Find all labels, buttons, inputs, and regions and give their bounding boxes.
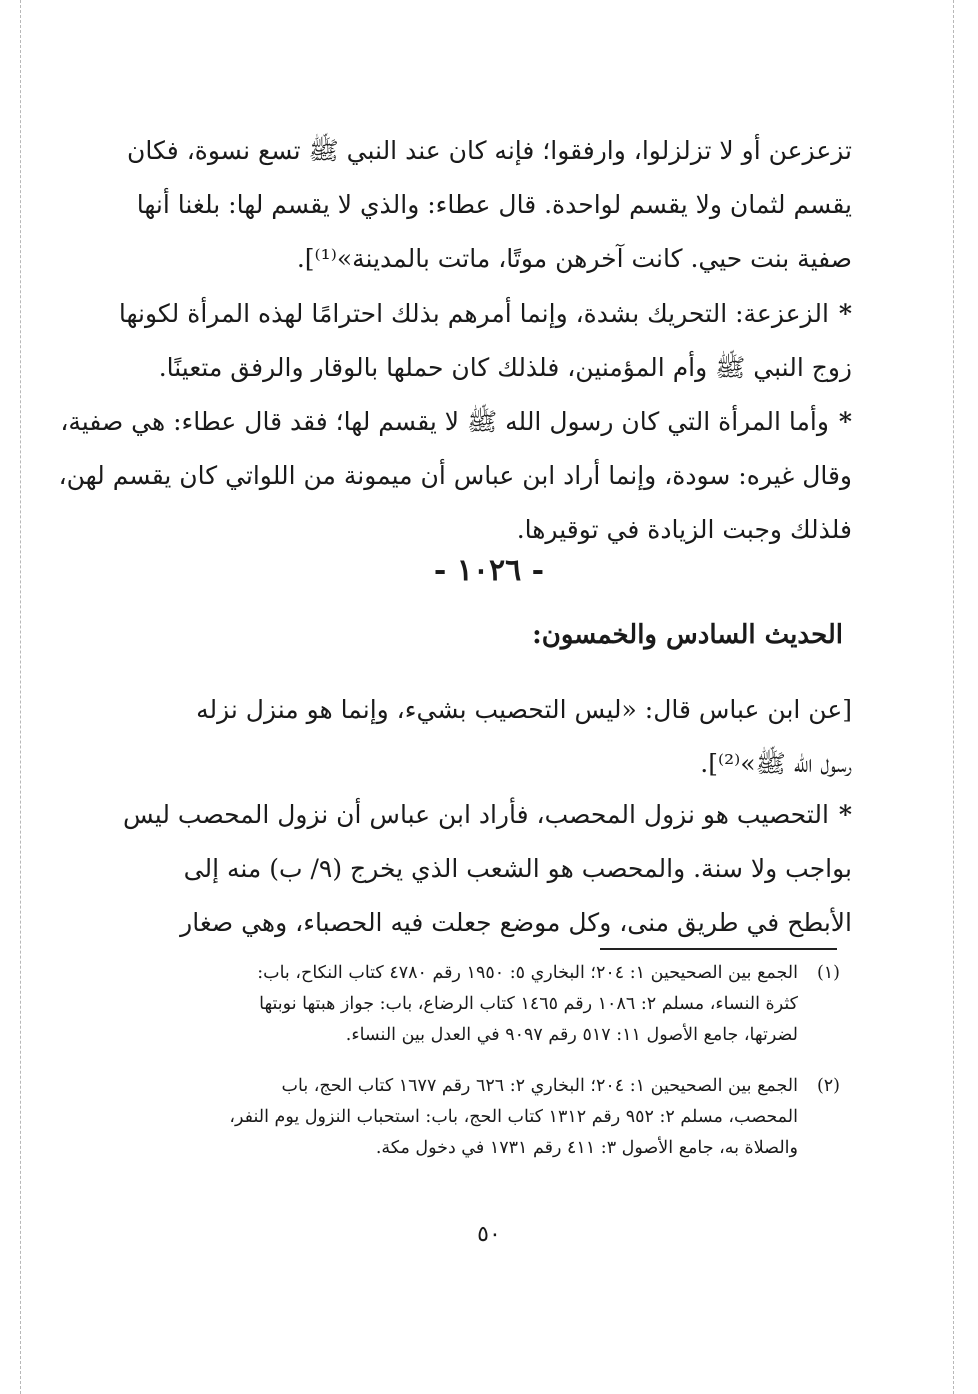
text-line: زوج النبي ﷺ وأم المؤمنين، فلذلك كان حملها بالوقار والرفق متعينًا. (158, 353, 852, 382)
text-segment: وأما المرأة التي كان رسول الله ﷺ لا يقسم لها؛ فقد قال عطاء: هي صفية، (60, 407, 829, 436)
commentary-paragraph (118, 287, 852, 395)
text-line: [عن ابن عباس قال: «ليس التحصيب بشيء، وإنما هو منزل نزله (196, 695, 852, 724)
text-segment: الزعزعة: التحريك بشدة، وإنما أمرهم بذلك احترامًا لهذه المرأة لكونها (118, 299, 829, 328)
footnote-separator (600, 948, 837, 950)
text-line (122, 788, 852, 842)
section-heading: الحديث السادس والخمسون: (532, 620, 843, 650)
footnote-number: (١) (816, 963, 840, 983)
text-line: والصلاة به، جامع الأصول ٣: ٤١١ رقم ١٧٣١ في دخول مكة. (375, 1138, 798, 1158)
text-line: الجمع بين الصحيحين ١: ٢٠٤؛ البخاري ٥: ١٩٥٠ رقم ٤٧٨٠ كتاب النكاح، باب: (257, 963, 798, 983)
text-line (118, 287, 852, 341)
text-line: الأبطح في طريق منى، وكل موضع جعلت فيه الحصباء، وهي صغار (180, 908, 852, 937)
asterisk-marker: * (838, 800, 852, 829)
text-line: لضرتها، جامع الأصول ١١: ٥١٧ رقم ٩٠٩٧ في العدل بين النساء. (345, 1025, 798, 1045)
asterisk-marker: * (838, 299, 852, 328)
footnote-body (140, 1071, 798, 1164)
text-line: فلذلك وجبت الزيادة في توقيرها. (516, 515, 852, 544)
footnote (140, 1071, 840, 1164)
scan-edge-left (20, 0, 21, 1394)
text-line: صفية بنت حيي. كانت آخرهن موتًا، ماتت بالمدينة»⁽¹⁾]. (296, 244, 852, 273)
asterisk-marker: * (838, 407, 852, 436)
text-line: بواجب ولا سنة. والمحصب هو الشعب الذي يخرج (٩/ ب) منه إلى (183, 854, 852, 883)
text-line (60, 395, 852, 449)
commentary-paragraph (58, 395, 852, 557)
hadith-number: - ١٠٢٦ - (433, 553, 545, 588)
hadith-text (140, 683, 852, 791)
commentary-paragraph (122, 788, 852, 950)
text-line: الجمع بين الصحيحين ١: ٢٠٤؛ البخاري ٢: ٦٢٦ رقم ١٦٧٧ كتاب الحج، باب (281, 1076, 798, 1096)
text-line: كثرة النساء، مسلم ٢: ١٠٨٦ رقم ١٤٦٥ كتاب الرضاع، باب: جواز هبتها نوبتها (259, 994, 798, 1014)
page-number: ٥٠ (477, 1222, 501, 1247)
text-line: يقسم لثمان ولا يقسم لواحدة. قال عطاء: والذي لا يقسم لها: بلغنا أنها (136, 190, 852, 219)
text-line: تزعزعن أو لا تزلزلوا، وارفقوا؛ فإنه كان عند النبي ﷺ تسع نسوة، فكان (127, 136, 852, 165)
scan-edge-right (953, 0, 954, 1394)
footnote-number: (٢) (816, 1076, 840, 1096)
text-segment: التحصيب هو نزول المحصب، فأراد ابن عباس أن نزول المحصب ليس (122, 800, 829, 829)
footnote-body (140, 958, 798, 1051)
footnote (140, 958, 840, 1051)
text-line: وقال غيره: سودة، وإنما أراد ابن عباس أن ميمونة من اللواتي كان يقسم لهن، (58, 461, 852, 490)
text-line: المحصب، مسلم ٢: ٩٥٢ رقم ١٣١٢ كتاب الحج، باب: استحباب النزول يوم النفر، (229, 1107, 798, 1127)
text-line: رسول الله ﷺ»⁽²⁾]. (700, 749, 852, 778)
paragraph-continuation (127, 124, 852, 286)
